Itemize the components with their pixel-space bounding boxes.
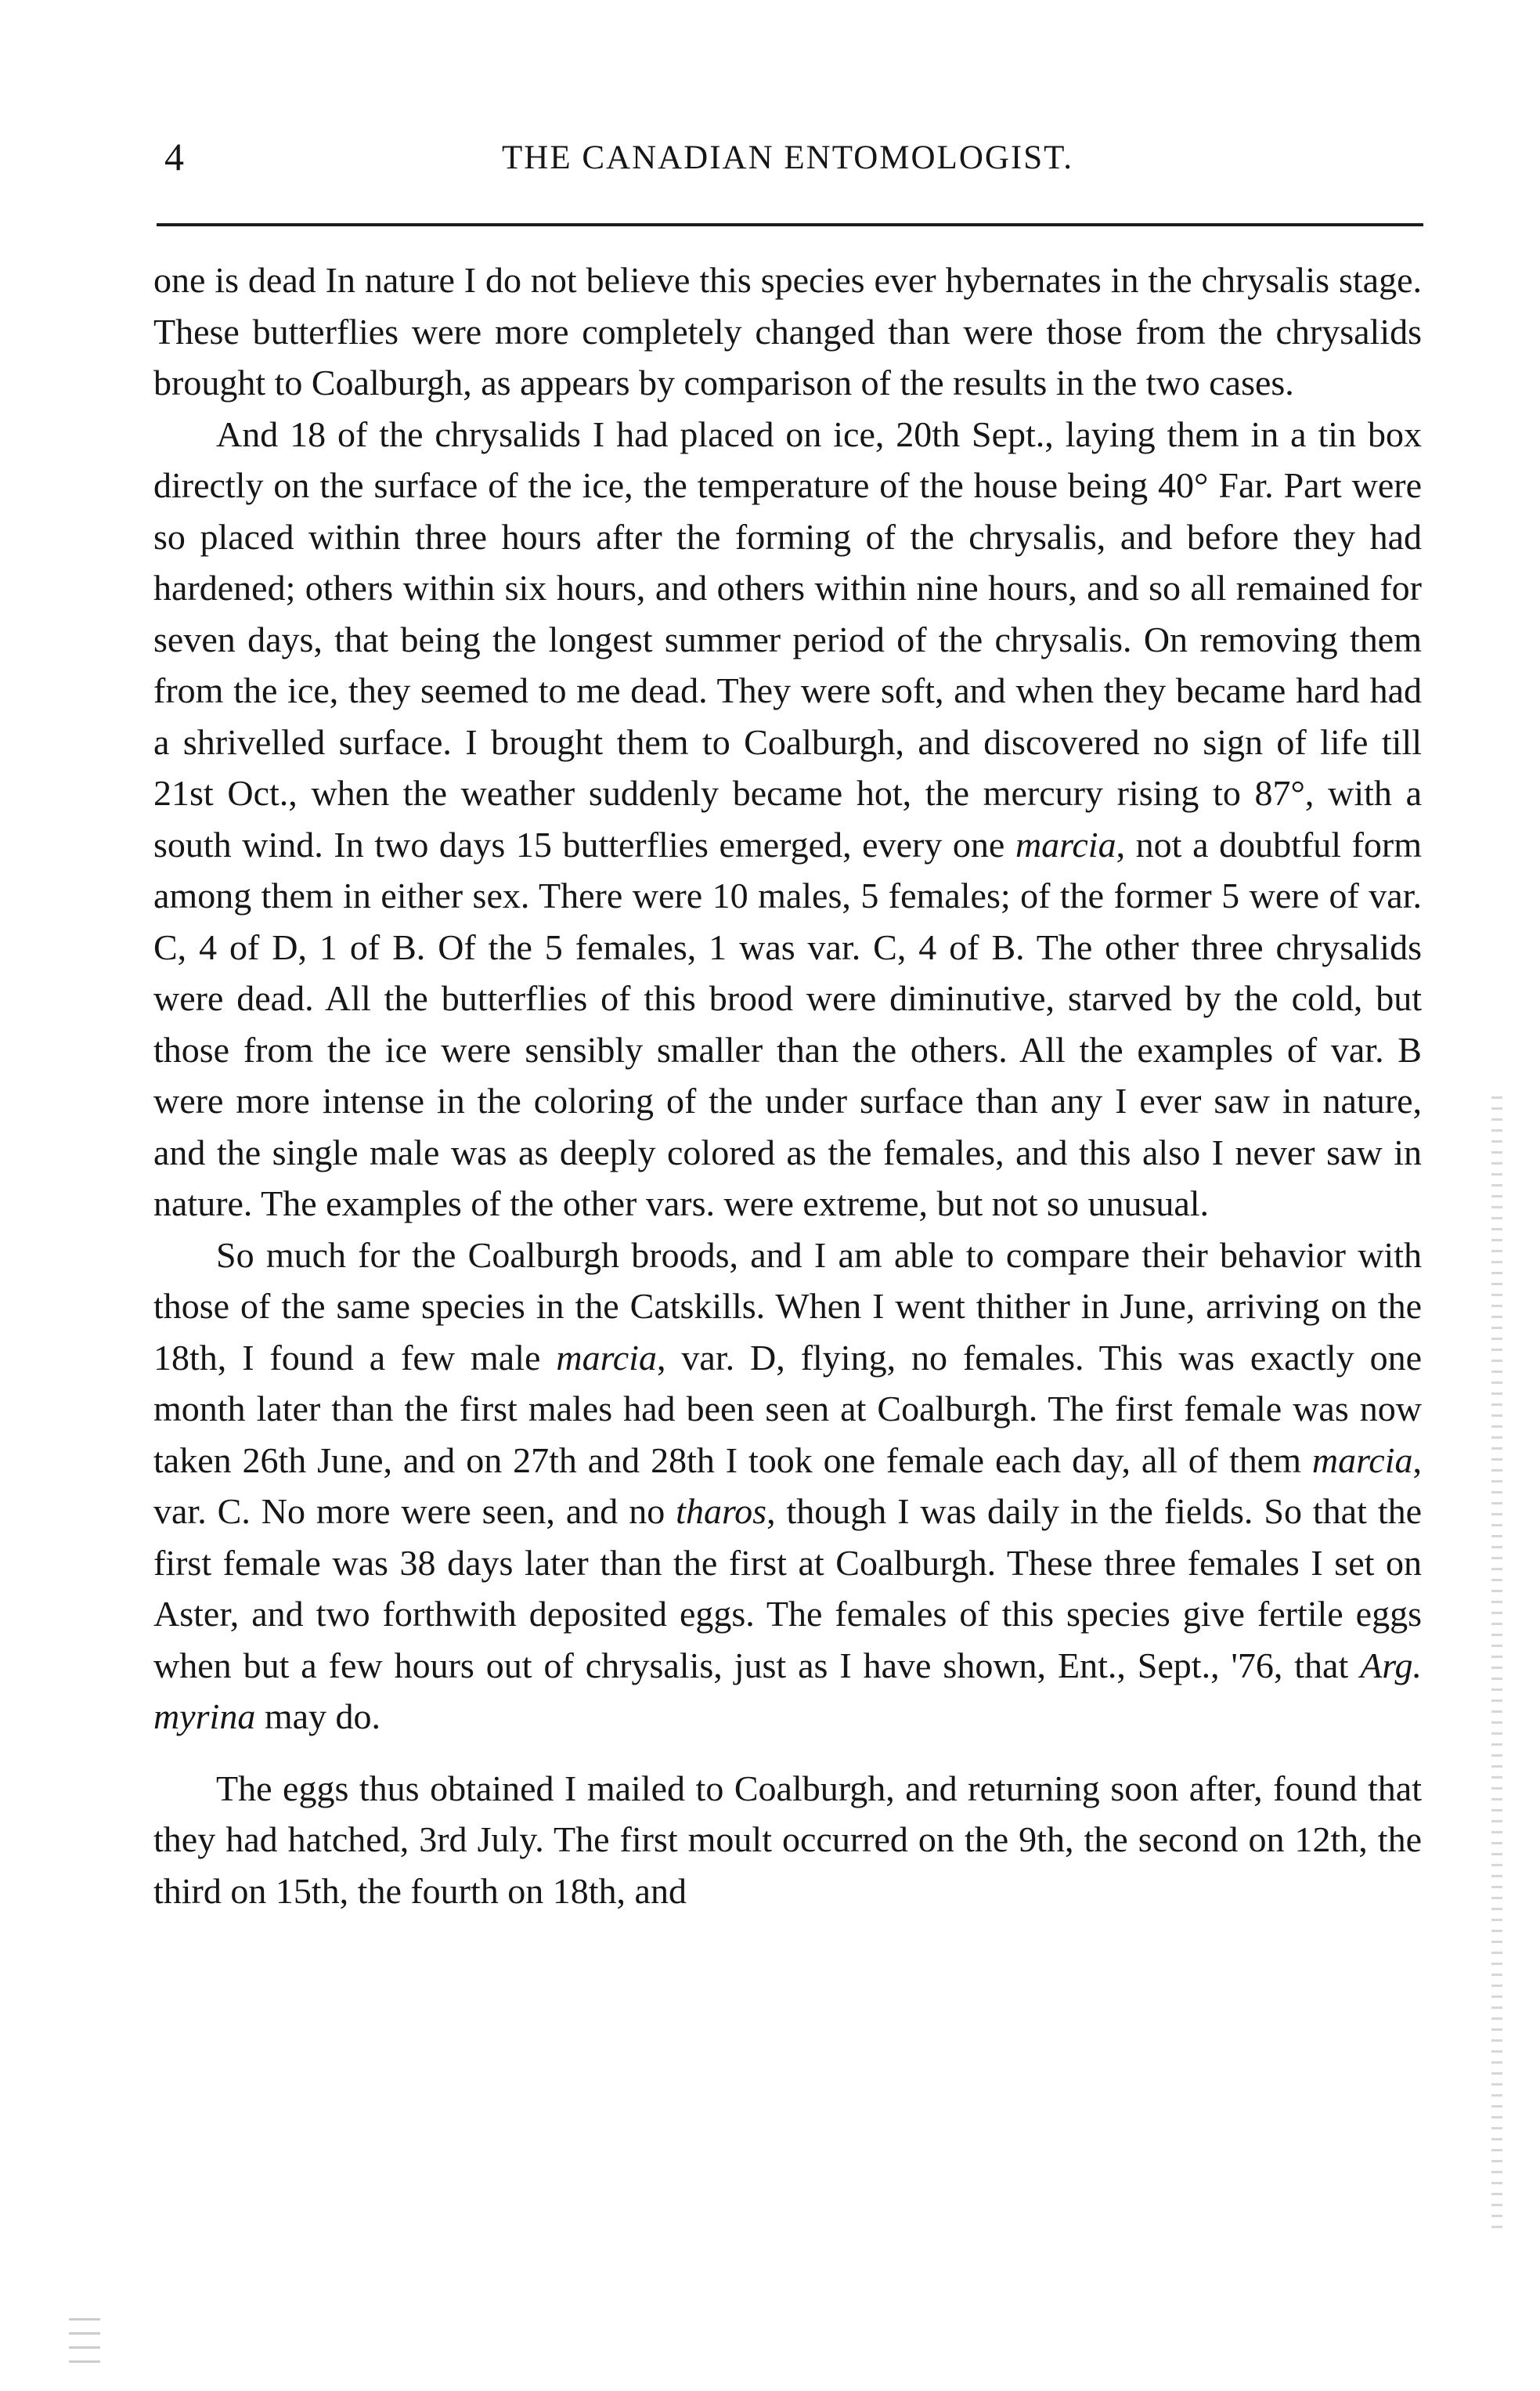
header-rule <box>157 223 1423 226</box>
italic-term: marcia <box>1015 824 1116 865</box>
scan-corner-marks <box>69 2318 100 2373</box>
text-run: And 18 of the chrysalids I had placed on ice, 20th Sept., laying them in a tin box directly on the surface of the ice, the temperature of the house being 40° Far. Part were so placed within three hours after the forming of the chrysalis, and before they had hardened; others within six hours, and others within nine hours, and so all remained for seven days, that being the longest summer period of the chrysalis. On removing them from the ice, they seemed to me dead. They were soft, and when they became hard had a shrivelled surface. I brought them to Coalburgh, and discovered no sign of life till 21st Oct., when the weather suddenly became hot, the mercury rising to 87°, with a south wind. In two days 15 butterflies emerged, every one <box>153 414 1422 865</box>
body-text <box>153 255 1422 1916</box>
italic-term: marcia <box>556 1337 657 1378</box>
italic-term: Arg. myrina <box>153 1645 1422 1736</box>
italic-term: tharos <box>676 1491 767 1531</box>
running-head: THE CANADIAN ENTOMOLOGIST. <box>502 139 1073 176</box>
text-run: , though I was daily in the fields. So that the first female was 38 days later than the first at Coalburgh. These three females I set on Aster, and two forthwith deposited eggs. The females of this species give fertile eggs when but a few hours out of chrysalis, just as I have shown, Ent., Sept., '76, that <box>153 1491 1423 1685</box>
paragraph <box>153 255 1422 409</box>
paragraph <box>153 1230 1422 1743</box>
text-run: one is dead In nature I do not believe this species ever hybernates in the chrysalis stage. These butterflies were more completely changed than were those from the chrysalids brought to Coalburgh, as appears by comparison of the results in the two cases. <box>153 260 1422 403</box>
italic-term: marcia <box>1311 1439 1413 1480</box>
text-run: So much for the Coalburgh broods, and I am able to compare their behavior with those of the same species in the Catskills. When I went thither in June, arriving on the 18th, I found a few male <box>153 1234 1422 1378</box>
paragraph <box>153 1763 1422 1917</box>
text-run: The eggs thus obtained I mailed to Coalburgh, and returning soon after, found that they had hatched, 3rd July. The first moult occurred on the 9th, the second on 12th, the third on 15th, the fourth on 18th, and <box>153 1768 1422 1911</box>
page-number: 4 <box>164 135 184 179</box>
scan-edge-marks <box>1491 1096 1502 2232</box>
text-run: , not a doubtful form among them in either sex. There were 10 males, 5 females; of the former 5 were of var. C, 4 of D, 1 of B. Of the 5 females, 1 was var. C, 4 of B. The other three chrysalids were dead. All the butterflies of this brood were diminutive, starved by the cold, but those from the ice were sensibly smaller than the others. All the examples of var. B were more intense in the coloring of the under surface than any I ever saw in nature, and the single male was as deeply colored as the females, and this also I never saw in nature. The examples of the other vars. were extreme, but not so unusual. <box>153 824 1422 1223</box>
paragraph <box>153 409 1422 1230</box>
text-run: may do. <box>255 1696 381 1736</box>
text-run: , var. C. No more were seen, and no <box>153 1439 1422 1531</box>
text-run: , var. D, flying, no females. This was exactly one month later than the first males had been seen at Coalburgh. The first female was now taken 26th June, and on 27th and 28th I took one female each day, all of them <box>153 1337 1422 1480</box>
page-header <box>153 133 1422 188</box>
